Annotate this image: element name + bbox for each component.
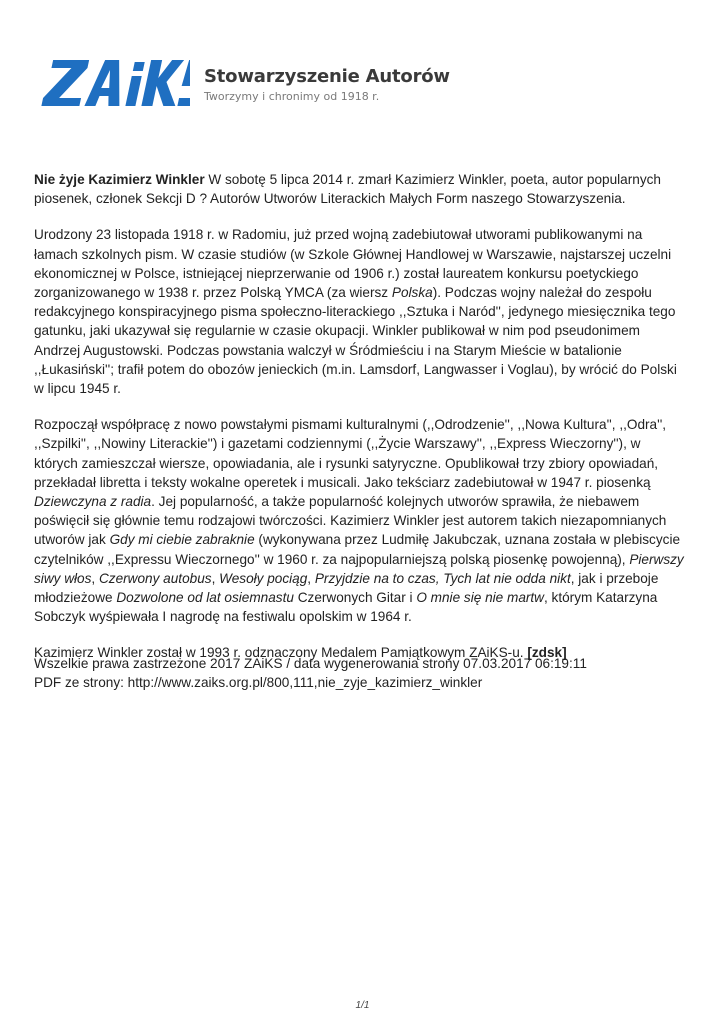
author-signature: [zdsk] (527, 645, 567, 661)
article-paragraph-4: Kazimierz Winkler został w 1993 r. odznaczony Medalem Pamiątkowym ZAiKS-u. [zdsk] (34, 645, 567, 661)
article-body (34, 170, 686, 680)
article-title: Nie żyje Kazimierz Winkler (34, 172, 205, 187)
copyright-line: Wszelkie prawa zastrzeżone 2017 ZAiKS / data wygenerowania strony 07.03.2017 06:19:11 (34, 656, 587, 671)
page-footer (34, 654, 686, 692)
article-paragraph-3: Rozpoczął współpracę z nowo powstałymi pismami kulturalnymi (,,Odrodzenie'', ,,Nowa Kultura'', ,,Odra'', ,,Szpilki'', ,,Nowiny Literackie'') i gazetami codziennymi (,,Życie Warszawy'', ,,Express Wieczorny''), w których zamieszczał wiersze, opowiadania, ale i rysunki satyryczne. Opublikował trzy zbiory opowiadań, przekładał libretta i teksty wokalne operetek i musicali. Jako tekściarz zadebiutował w 1947 r. piosenką Dziewczyna z radia. Jej popularność, a także popularność kolejnych utworów sprawiła, że niebawem poświęcił się głównie temu rodzajowi twórczości. Kazimierz Winkler jest autorem takich niezapomnianych utworów jak Gdy mi ciebie zabraknie (wykonywana przez Ludmiłę Jakubczak, uznana została w plebiscycie czytelników ,,Expressu Wieczornego'' w 1960 r. za najpopularniejszą polską piosenkę powojenną), Pierwszy siwy włos, Czerwony autobus, Wesoły pociąg, Przyjdzie na to czas, Tych lat nie odda nikt, jak i przeboje młodzieżowe Dozwolone od lat osiemnastu Czerwonych Gitar i O mnie się nie martw, którym Katarzyna Sobczyk wyśpiewała I nagrodę na festiwalu opolskim w 1964 r. (34, 417, 684, 625)
article-paragraph-2: Urodzony 23 listopada 1918 r. w Radomiu, już przed wojną zadebiutował utworami publikowanymi na łamach szkolnych pism. W czasie studiów (w Szkole Głównej Handlowej w Warszawie, najstarszej uczelni ekonomicznej w Polsce, istniejącej nieprzerwanie od 1906 r.) został laureatem konkursu poetyckiego zorganizowanego w 1938 r. przez Polską YMCA (za wiersz Polska). Podczas wojny należał do zespołu redakcyjnego konspiracyjnego pisma społeczno-literackiego ,,Sztuka i Naród'', jedynego miesięcznika tego gatunku, jaki ukazywał się regularnie w czasie okupacji. Winkler publikował w nim pod pseudonimem Andrzej Augustowski. Podczas powstania walczył w Śródmieściu i na Starym Mieście w batalionie ,,Łukasiński''; trafił potem do obozów jenieckich (m.in. Lamsdorf, Langwasser i Voglau), by wrócić do Polski w lipcu 1945 r. (34, 227, 677, 397)
source-url-line: PDF ze strony: http://www.zaiks.org.pl/800,111,nie_zyje_kazimierz_winkler (34, 675, 483, 691)
article-paragraph-1: Nie żyje Kazimierz Winkler W sobotę 5 lipca 2014 r. zmarł Kazimierz Winkler, poeta, autor popularnych piosenek, członek Sekcji D ? Autorów Utworów Literackich Małych Form naszego Stowarzyszenia. (34, 172, 661, 207)
org-name: Stowarzyszenie Autorów (204, 66, 450, 87)
page-number: 1/1 (355, 1000, 370, 1011)
zaiks-logo (40, 56, 190, 112)
org-tagline: Tworzymy i chronimy od 1918 r. (204, 90, 380, 103)
page-header (40, 56, 450, 112)
